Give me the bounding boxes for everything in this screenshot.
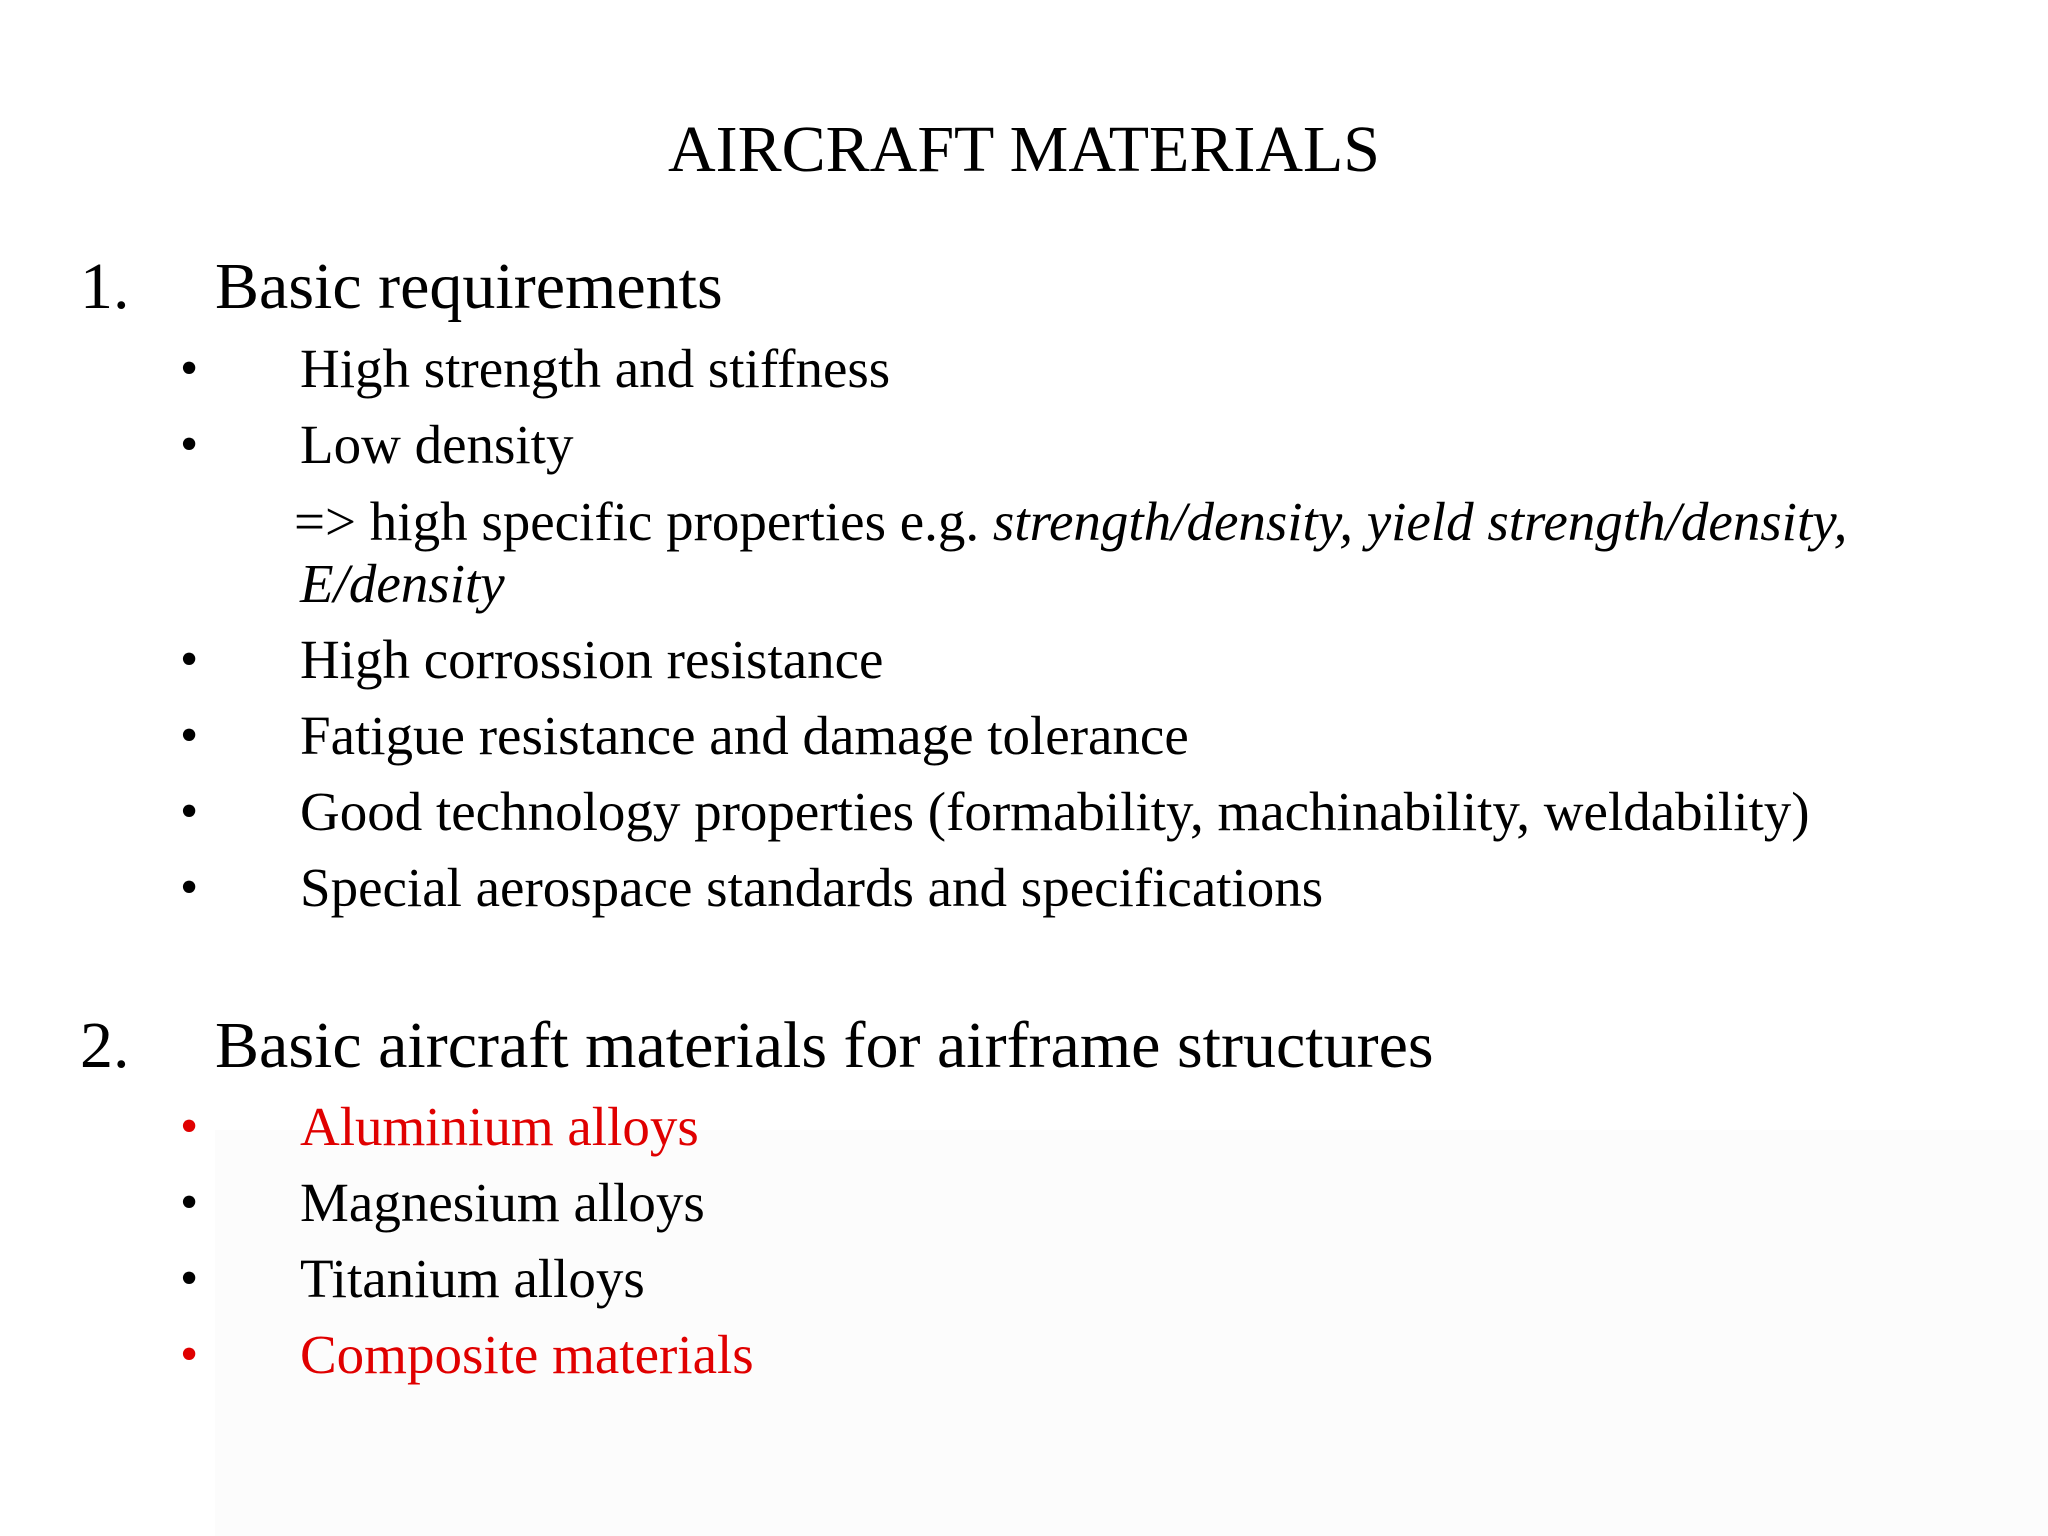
bullet-icon: • — [180, 631, 199, 688]
bullet-icon: • — [180, 783, 199, 840]
note-prefix: => high specific properties e.g. — [294, 491, 993, 552]
requirement-item: Special aerospace standards and specifications — [300, 857, 1324, 918]
requirement-item: High strength and stiffness — [300, 338, 891, 399]
requirement-item: High corrossion resistance — [300, 629, 884, 690]
specific-properties-note — [294, 491, 1847, 553]
bullet-icon: • — [180, 1250, 199, 1307]
material-item: Composite materials — [300, 1324, 754, 1385]
section-1-heading: Basic requirements — [215, 250, 723, 323]
bullet-icon: • — [180, 707, 199, 764]
note-italic-modulus: E/density — [300, 553, 505, 614]
bullet-icon: • — [180, 1174, 199, 1231]
bullet-icon: • — [180, 1326, 199, 1383]
bullet-icon: • — [180, 416, 199, 473]
note-italic-ratios: strength/density, yield strength/density, — [992, 491, 1848, 552]
bullet-icon: • — [180, 340, 199, 397]
bullet-icon: • — [180, 859, 199, 916]
material-item: Aluminium alloys — [300, 1096, 699, 1157]
slide-title: AIRCRAFT MATERIALS — [667, 113, 1381, 186]
section-1-number: 1. — [80, 250, 130, 323]
material-item: Magnesium alloys — [300, 1172, 705, 1233]
bullet-icon: • — [180, 1098, 199, 1155]
requirement-item: Fatigue resistance and damage tolerance — [300, 705, 1189, 766]
requirement-item: Good technology properties (formability, machinability, weldability) — [300, 781, 1810, 842]
material-item: Titanium alloys — [300, 1248, 645, 1309]
section-2-heading: Basic aircraft materials for airframe structures — [215, 1009, 1434, 1082]
section-2-number: 2. — [80, 1009, 130, 1082]
requirement-item: Low density — [300, 414, 574, 475]
